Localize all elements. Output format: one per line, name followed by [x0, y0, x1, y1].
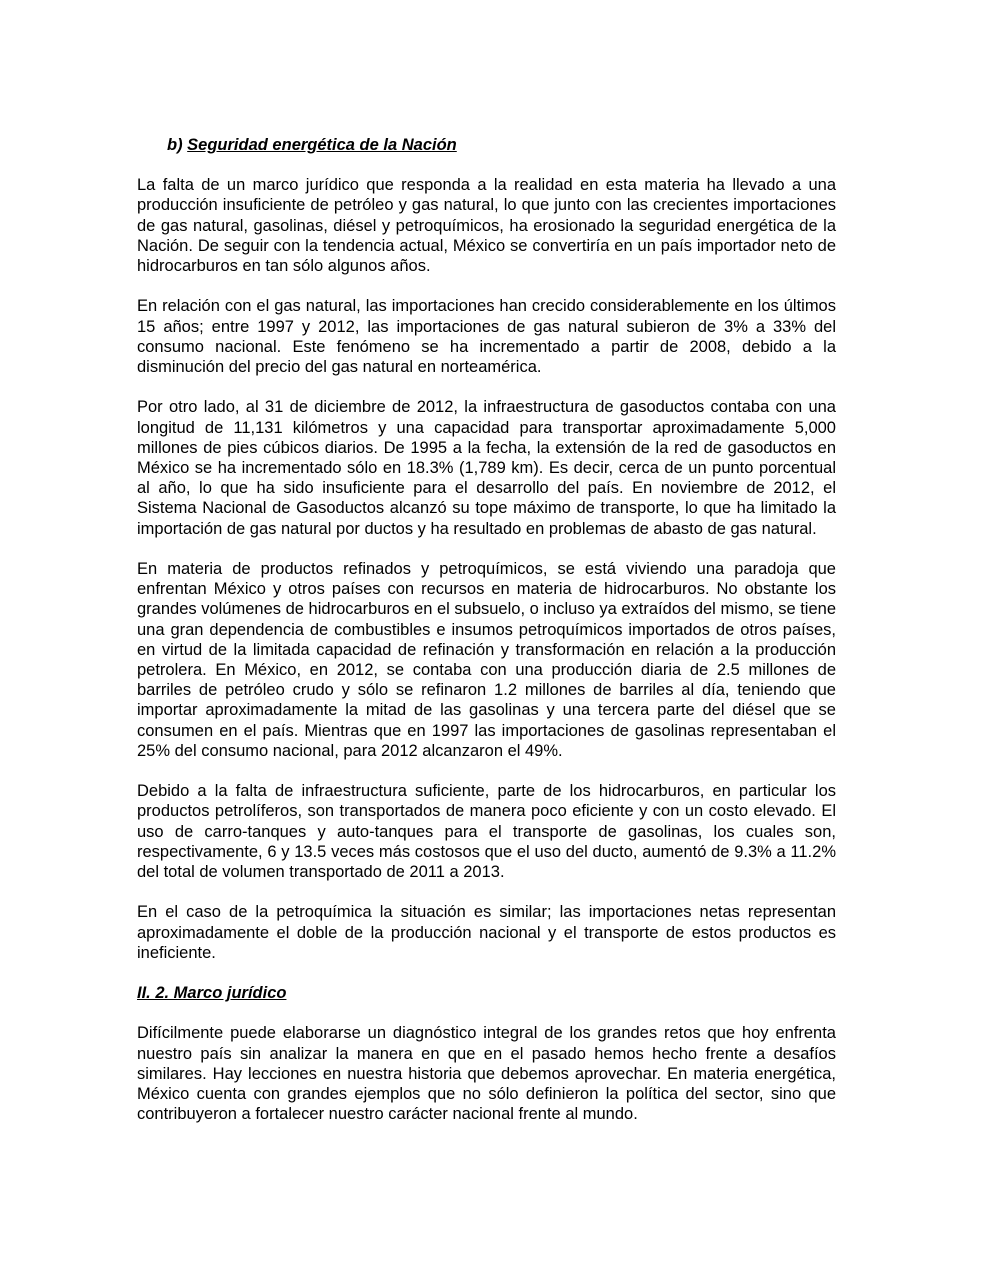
section-ii2-heading: II. 2. Marco jurídico: [137, 984, 287, 1003]
paragraph-productos-refinados: En materia de productos refinados y petroquímicos, se está viviendo una paradoja que enfrentan México y otros países con recursos en materia de hidrocarburos. No obstante los grandes volúmenes de hidrocarburos en el subsuelo, o incluso ya extraídos del mismo, se tiene una gran dependencia de combustibles e insumos petroquímicos importados de otros países, en virtud de la limitada capacidad de refinación y transformación en relación a la producción petrolera. En México, en 2012, se contaba con una producción diaria de 2.5 millones de barriles de petróleo crudo y sólo se refinaron 1.2 millones de barriles al día, teniendo que importar aproximadamente la mitad de las gasolinas y una tercera parte del diésel que se consumen en el país. Mientras que en 1997 las importaciones de gasolinas representaban el 25% del consumo nacional, para 2012 alcanzaron el 49%.: [137, 560, 836, 760]
paragraph-seguridad-energetica: La falta de un marco jurídico que responda a la realidad en esta materia ha llevado a una producción insuficiente de petróleo y gas natural, lo que junto con las crecientes importaciones de gas natural, gasolinas, diésel y petroquímicos, ha erosionado la seguridad energética de la Nación. De seguir con la tendencia actual, México se convertiría en un país importador neto de hidrocarburos en tan sólo algunos años.: [137, 176, 836, 276]
paragraph-marco-juridico: Difícilmente puede elaborarse un diagnóstico integral de los grandes retos que hoy enfrenta nuestro país sin analizar la manera en que en el pasado hemos hecho frente a desafíos similares. Hay lecciones en nuestra historia que debemos aprovechar. En materia energética, México cuenta con grandes ejemplos que no sólo definieron la política del sector, sino que contribuyeron a fortalecer nuestro carácter nacional frente al mundo.: [137, 1024, 836, 1124]
section-b-prefix: b): [167, 136, 183, 154]
section-b-heading: [167, 135, 836, 155]
page-content: [137, 135, 836, 1145]
paragraph-petroquimica: En el caso de la petroquímica la situación es similar; las importaciones netas representan aproximadamente el doble de la producción nacional y el transporte de estos productos es ineficiente.: [137, 903, 836, 962]
paragraph-gasoductos: Por otro lado, al 31 de diciembre de 2012, la infraestructura de gasoductos contaba con una longitud de 11,131 kilómetros y una capacidad para transportar aproximadamente 5,000 millones de pies cúbicos diarios. De 1995 a la fecha, la extensión de la red de gasoductos en México se ha incrementado sólo en 18.3% (1,789 km). Es decir, cerca de un punto porcentual al año, lo que ha sido insuficiente para el desarrollo del país. En noviembre de 2012, el Sistema Nacional de Gasoductos alcanzó su tope máximo de transporte, lo que ha limitado la importación de gas natural por ductos y ha resultado en problemas de abasto de gas natural.: [137, 398, 836, 538]
paragraph-gas-natural: En relación con el gas natural, las importaciones han crecido considerablemente en los últimos 15 años; entre 1997 y 2012, las importaciones de gas natural subieron de 3% a 33% del consumo nacional. Este fenómeno se ha incrementado a partir de 2008, debido a la disminución del precio del gas natural en norteamérica.: [137, 297, 836, 377]
section-b-title: Seguridad energética de la Nación: [187, 136, 457, 154]
paragraph-infraestructura-transporte: Debido a la falta de infraestructura suficiente, parte de los hidrocarburos, en particular los productos petrolíferos, son transportados de manera poco eficiente y con un costo elevado. El uso de carro-tanques y auto-tanques para el transporte de gasolinas, los cuales son, respectivamente, 6 y 13.5 veces más costosos que el uso del ducto, aumentó de 9.3% a 11.2% del total de volumen transportado de 2011 a 2013.: [137, 782, 836, 882]
